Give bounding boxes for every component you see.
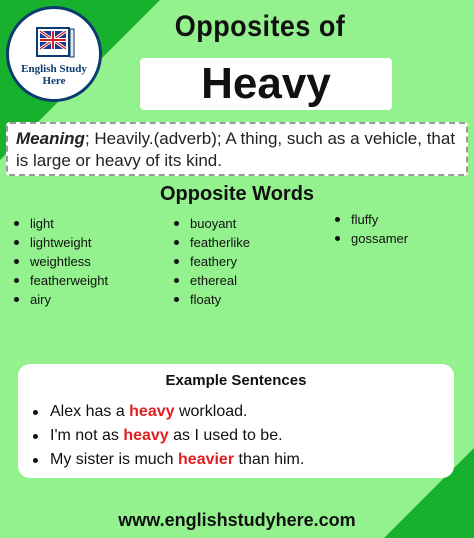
meaning-box <box>6 122 468 176</box>
page-title: Opposites of <box>174 10 346 43</box>
highlighted-word: heavier <box>178 451 235 468</box>
list-item: buoyant <box>172 214 250 233</box>
list-item: floaty <box>172 290 250 309</box>
list-item: feathery <box>172 252 250 271</box>
meaning-label: Meaning <box>16 129 85 148</box>
sentence-text: than him. <box>234 451 305 468</box>
examples-title: Example Sentences <box>165 372 307 389</box>
list-item: weightless <box>12 252 108 271</box>
sentence-text: as I used to be. <box>168 427 283 444</box>
example-list <box>30 400 304 472</box>
opposites-heading: Opposite Words <box>159 183 315 205</box>
highlighted-word: heavy <box>129 403 175 420</box>
sentence-text: Alex has a <box>50 403 130 420</box>
opposites-column-3 <box>333 210 408 248</box>
list-item: featherlike <box>172 233 250 252</box>
example-sentence <box>30 448 304 472</box>
list-item: light <box>12 214 108 233</box>
logo-text: English Study Here <box>21 63 87 87</box>
list-item: airy <box>12 290 108 309</box>
sentence-text: My sister is much <box>50 451 179 468</box>
list-item: lightweight <box>12 233 108 252</box>
opposites-column-1 <box>12 214 108 309</box>
list-item: featherweight <box>12 271 108 290</box>
list-item: ethereal <box>172 271 250 290</box>
example-sentence <box>30 424 304 448</box>
headword: Heavy <box>140 58 392 110</box>
footer-url[interactable]: www.englishstudyhere.com <box>118 510 356 530</box>
example-sentences-box <box>18 364 454 478</box>
sentence-text: workload. <box>174 403 248 420</box>
list-item: fluffy <box>333 210 408 229</box>
meaning-text: ; Heavily.(adverb); A thing, such as a vehicle, that is large or heavy of its kind. <box>16 129 456 170</box>
sentence-text: I'm not as <box>50 427 124 444</box>
list-item: gossamer <box>333 229 408 248</box>
example-sentence <box>30 400 304 424</box>
highlighted-word: heavy <box>123 427 169 444</box>
opposites-column-2 <box>172 214 250 309</box>
